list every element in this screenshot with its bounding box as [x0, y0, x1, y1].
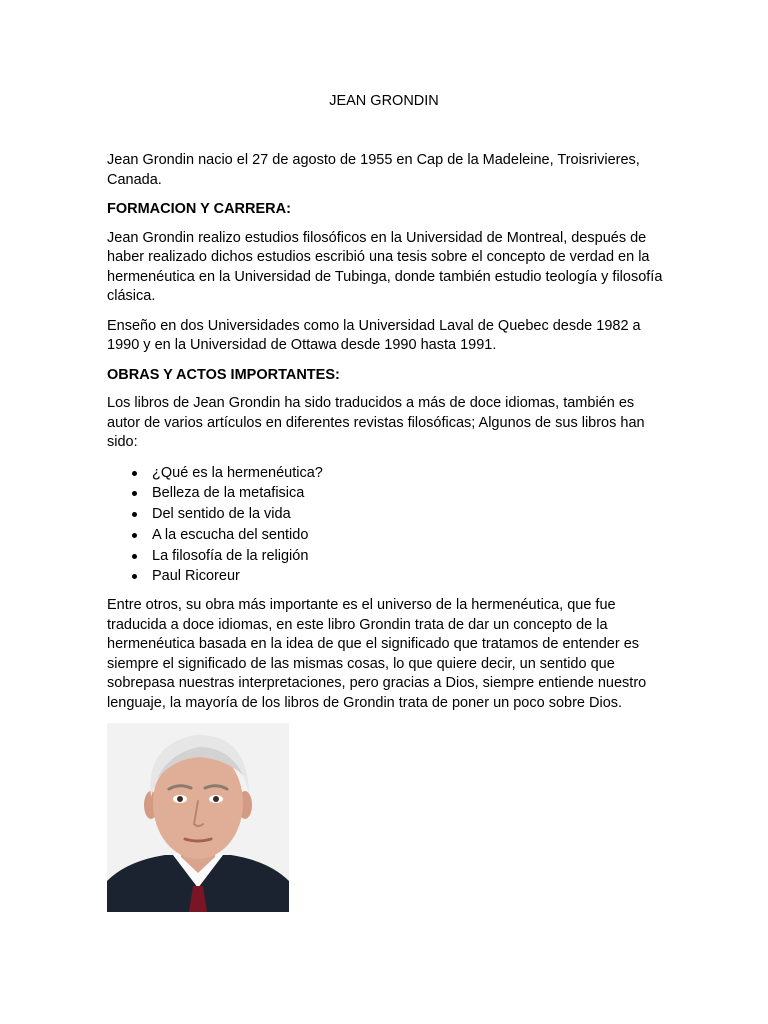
right-pupil — [213, 796, 219, 802]
section-heading-obras: OBRAS Y ACTOS IMPORTANTES: — [107, 366, 340, 383]
book-list-item: Paul Ricoreur — [107, 566, 667, 587]
section-heading-formacion: FORMACION Y CARRERA: — [107, 201, 291, 217]
formacion-paragraph-2: Enseño en dos Universidades como la Universidad Laval de Quebec desde 1982 a 1990 y en la Universidad de Ottawa desde 1990 hasta 1991. — [107, 317, 641, 353]
book-list-item: La filosofía de la religión — [107, 546, 667, 567]
left-pupil — [177, 796, 183, 802]
book-list-item: ¿Qué es la hermenéutica? — [107, 463, 667, 484]
books-list — [107, 463, 667, 588]
book-list-item: Del sentido de la vida — [107, 504, 667, 525]
document-title: JEAN GRONDIN — [329, 93, 439, 109]
formacion-paragraph-1: Jean Grondin realizo estudios filosóficos en la Universidad de Montreal, después de haber realizado dichos estudios escribió una tesis sobre el concepto de verdad en la hermenéutica en la Universidad de Tubinga, donde también estudio teología y filosofía clásica. — [107, 229, 663, 304]
intro-paragraph: Jean Grondin nacio el 27 de agosto de 1955 en Cap de la Madeleine, Troisrivieres, Canada. — [107, 152, 640, 188]
obras-paragraph-1: Los libros de Jean Grondin ha sido traducidos a más de doce idiomas, también es autor de varios artículos en diferentes revistas filosóficas; Algunos de sus libros han sido: — [107, 395, 645, 450]
portrait-photo — [107, 723, 289, 912]
book-list-item: A la escucha del sentido — [107, 525, 667, 546]
obras-paragraph-2: Entre otros, su obra más importante es el universo de la hermenéutica, que fue traducida a doce idiomas, en este libro Grondin trata de dar un concepto de la hermenéutica basada en la idea de que el significado que tratamos de entender es siempre el significado de las mismas cosas, lo que quiere decir, un sentido que sobrepasa nuestras interpretaciones, pero gracias a Dios, siempre entiende nuestro lenguaje, la mayoría de los libros de Grondin trata de poner un poco sobre Dios. — [107, 597, 647, 711]
document-body — [107, 151, 667, 912]
book-list-item: Belleza de la metafisica — [107, 483, 667, 504]
